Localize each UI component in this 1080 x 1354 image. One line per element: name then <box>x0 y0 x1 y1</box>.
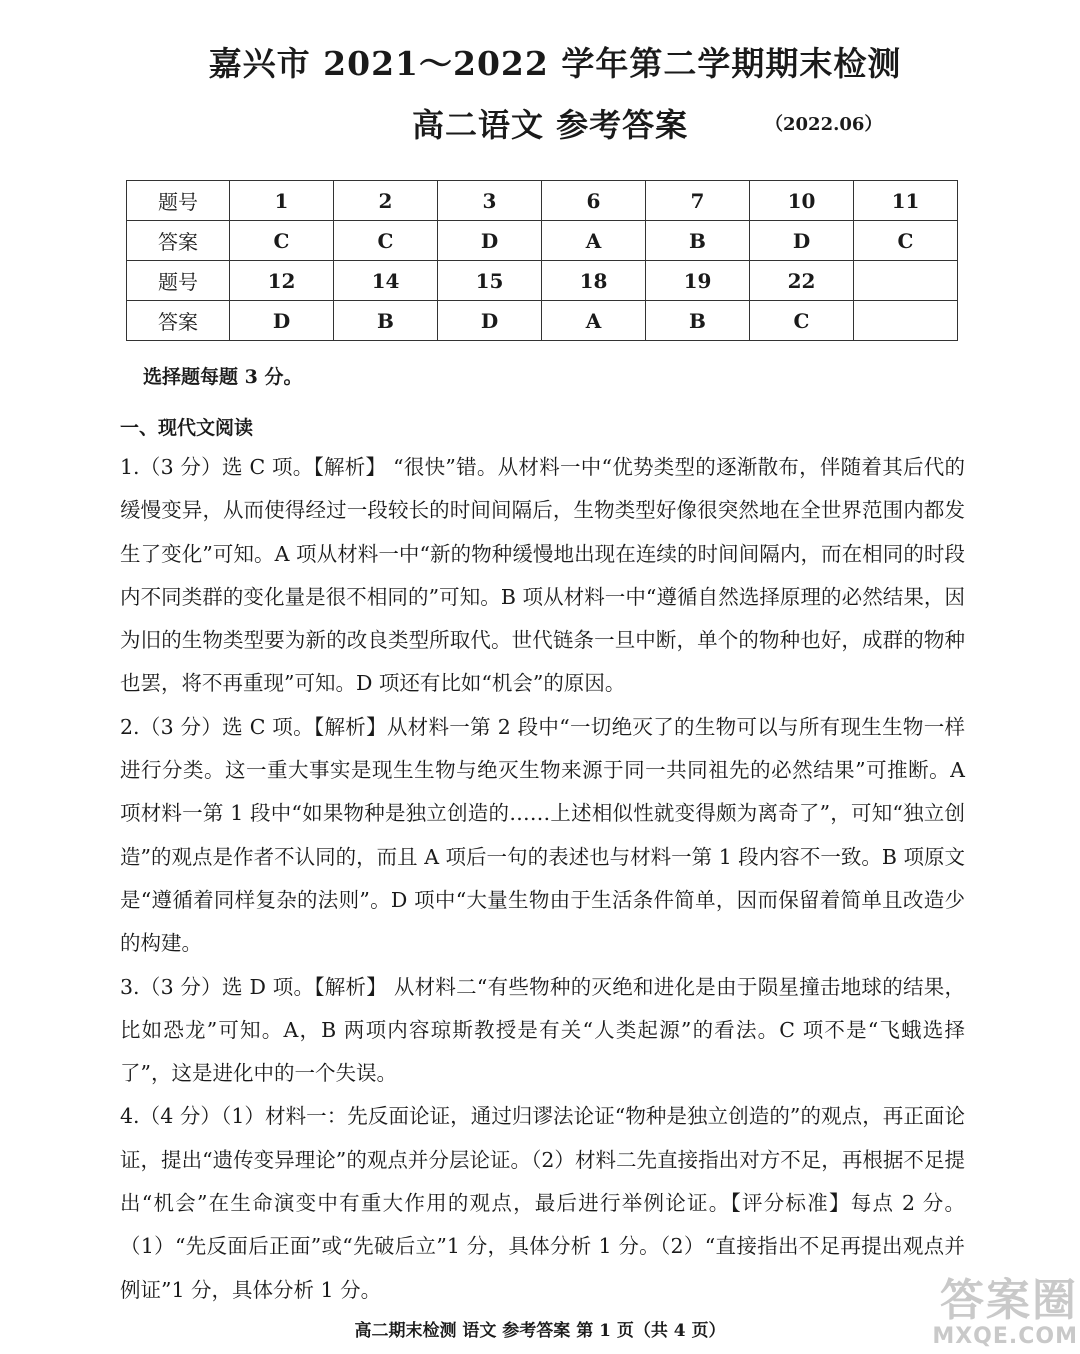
section-heading: 一、现代文阅读 <box>120 417 254 439</box>
table-cell: D <box>230 301 334 341</box>
document-title: 嘉兴市 2021～2022 学年第二学期期末检测 <box>208 44 902 83</box>
table-cell: 12 <box>230 261 334 301</box>
table-cell: 题号 <box>127 261 230 301</box>
table-cell: C <box>854 221 958 261</box>
answer-paragraph-1: 1.（3 分）选 C 项。【解析】 “很快”错。从材料一中“优势类型的逐渐散布，伴随着其后代的缓慢变异，从而使得经过一段较长的时间间隔后，生物类型好像很突然地在全世界范围内都发生了变化”可知。A 项从材料一中“新的物种缓慢地出现在连续的时间间隔内，而在相同的时段内不同类群的变化量是很不相同的”可知。B 项从材料一中“遵循自然选择原理的必然结果，因为旧的生物类型要为新的改良类型所取代。世代链条一旦中断，单个的物种也好，成群的物种也罢，将不再重现”可知。D 项还有比如“机会”的原因。 <box>120 455 965 696</box>
table-cell: 19 <box>646 261 750 301</box>
table-cell: B <box>334 301 438 341</box>
table-row <box>127 261 958 301</box>
table-row <box>127 301 958 341</box>
table-cell: D <box>750 221 854 261</box>
table-cell <box>854 261 958 301</box>
table-cell: 2 <box>334 181 438 221</box>
scoring-note: 选择题每题 3 分。 <box>143 366 303 388</box>
table-cell: 6 <box>542 181 646 221</box>
watermark-url: MXQE.COM <box>932 1324 1078 1349</box>
answer-paragraph-4: 4.（4 分）（1）材料一：先反面论证，通过归谬法论证“物种是独立创造的”的观点，再正面论证，提出“遗传变异理论”的观点并分层论证。（2）材料二先直接指出对方不足，再根据不足提出“机会”在生命演变中有重大作用的观点，最后进行举例论证。【评分标准】每点 2 分。（1）“先反面后正面”或“先破后立”1 分，具体分析 1 分。（2）“直接指出不足再提出观点并例证”1 分，具体分析 1 分。 <box>120 1104 965 1302</box>
table-cell: C <box>334 221 438 261</box>
table-cell: 18 <box>542 261 646 301</box>
table-cell: D <box>438 301 542 341</box>
table-cell: 答案 <box>127 301 230 341</box>
answer-table <box>126 180 958 341</box>
table-cell: 22 <box>750 261 854 301</box>
table-cell: A <box>542 301 646 341</box>
watermark-logo <box>888 1275 1078 1350</box>
table-cell: 14 <box>334 261 438 301</box>
table-cell: B <box>646 301 750 341</box>
table-cell: 11 <box>854 181 958 221</box>
document-subtitle: 高二语文 参考答案 <box>412 106 689 144</box>
table-cell <box>854 301 958 341</box>
table-cell: 1 <box>230 181 334 221</box>
table-cell: 答案 <box>127 221 230 261</box>
table-cell: 7 <box>646 181 750 221</box>
table-cell: A <box>542 221 646 261</box>
table-cell: B <box>646 221 750 261</box>
exam-date: （2022.06） <box>765 114 883 135</box>
answer-explanations <box>120 446 965 1312</box>
table-cell: C <box>750 301 854 341</box>
table-cell: D <box>438 221 542 261</box>
answer-paragraph-3: 3.（3 分）选 D 项。【解析】 从材料二“有些物种的灭绝和进化是由于陨星撞击地球的结果，比如恐龙”可知。A，B 两项内容琼斯教授是有关“人类起源”的看法。C 项不是“飞蛾选择了”，这是进化中的一个失误。 <box>120 974 965 1086</box>
table-cell: 15 <box>438 261 542 301</box>
table-row <box>127 181 958 221</box>
watermark-text: 答案圈 <box>940 1275 1078 1326</box>
table-cell: 3 <box>438 181 542 221</box>
table-cell: 题号 <box>127 181 230 221</box>
answer-paragraph-2: 2.（3 分）选 C 项。【解析】从材料一第 2 段中“一切绝灭了的生物可以与所有现生生物一样进行分类。这一重大事实是现生生物与绝灭生物来源于同一共同祖先的必然结果”可推断。A 项材料一第 1 段中“如果物种是独立创造的……上述相似性就变得颇为离奇了”，可知“独立创造”的观点是作者不认同的，而且 A 项后一句的表述也与材料一第 1 段内容不一致。B 项原文是“遵循着同样复杂的法则”。D 项中“大量生物由于生活条件简单，因而保留着简单且改造少的构建。 <box>120 714 965 956</box>
table-cell: 10 <box>750 181 854 221</box>
page-footer: 高二期末检测 语文 参考答案 第 1 页（共 4 页） <box>354 1321 726 1341</box>
table-row <box>127 221 958 261</box>
table-cell: C <box>230 221 334 261</box>
